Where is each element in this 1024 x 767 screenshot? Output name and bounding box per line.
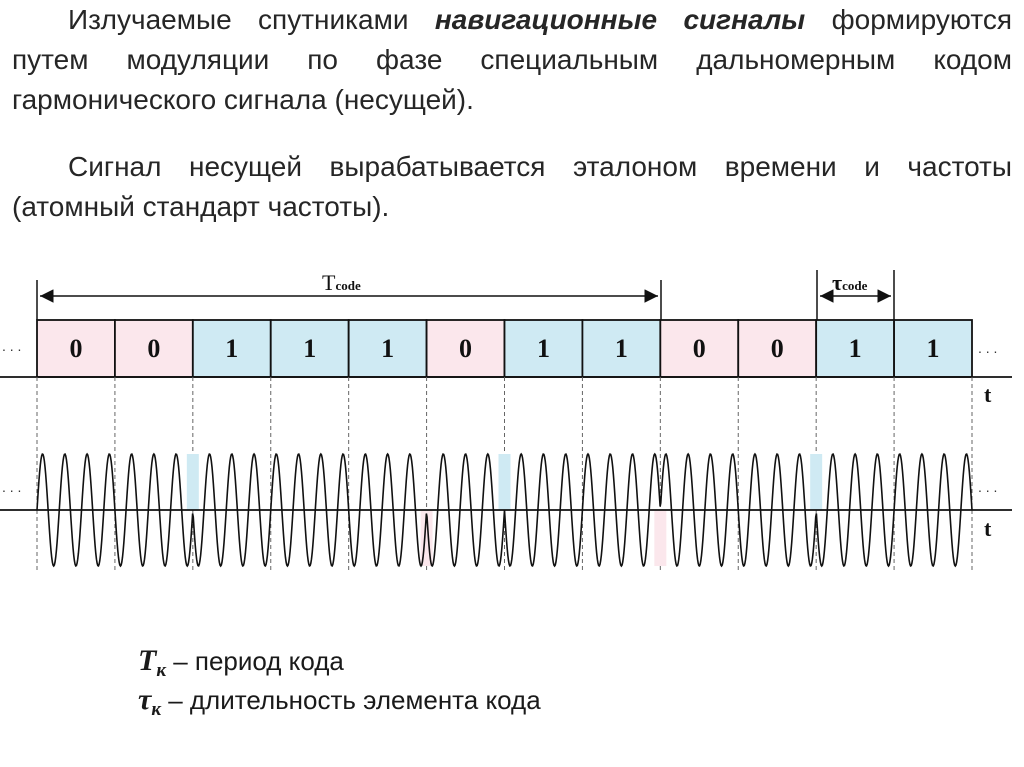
code-period-label-sub: code — [335, 278, 361, 293]
legend-symbol-sub: к — [156, 660, 166, 681]
code-period-label — [322, 270, 361, 295]
para2-text: Сигнал несущей вырабатывается эталоном времени и частоты (атомный стандарт частоты). — [12, 151, 1012, 222]
chip-bit-label: 0 — [459, 334, 473, 363]
chip-bit-label: 0 — [692, 334, 706, 363]
para1-text-before: Излучаемые спутниками — [68, 4, 435, 35]
chip-bit-label: 1 — [303, 334, 317, 363]
chip-bit-label: 1 — [381, 334, 395, 363]
chip-duration-label-sub: code — [842, 278, 868, 293]
phase-flip-highlight — [499, 454, 511, 510]
chip-bit-label: 0 — [69, 334, 83, 363]
chip-bit-label: 1 — [536, 334, 550, 363]
phase-flip-highlight — [810, 454, 822, 510]
chip-bit-label: 0 — [147, 334, 161, 363]
code-bar — [37, 320, 972, 377]
chip-bit-label: 0 — [770, 334, 784, 363]
code-left-ellipsis: . . . — [2, 338, 22, 354]
signal-right-ellipsis: . . . — [978, 479, 998, 495]
para1-text-after: формируются путем модуляции по фазе специальным дальномерным кодом гармонического сигнала (несущей). — [12, 4, 1012, 115]
legend-symbol-sub: к — [151, 699, 161, 720]
chip-duration-label — [832, 270, 868, 295]
legend-code-period — [138, 644, 344, 682]
code-right-ellipsis: . . . — [978, 340, 998, 356]
chip-duration-label-main: τ — [832, 270, 843, 295]
legend-text: – период кода — [165, 646, 344, 676]
legend-symbol-tau: τ — [138, 683, 152, 716]
legend-chip-duration — [138, 683, 541, 721]
signal-axis-label: t — [984, 516, 992, 541]
para1-emphasis: навигационные сигналы — [434, 4, 806, 35]
code-axis-label: t — [984, 382, 992, 407]
chip-bit-label: 1 — [848, 334, 862, 363]
signal-left-ellipsis: . . . — [2, 479, 22, 495]
phase-flip-highlight — [187, 454, 199, 510]
chip-bit-label: 1 — [614, 334, 628, 363]
code-period-label-main: T — [322, 270, 336, 295]
phase-flip-highlight — [654, 510, 666, 566]
chip-bit-label: 1 — [225, 334, 239, 363]
legend-symbol-T: T — [138, 644, 157, 677]
chip-bit-label: 1 — [926, 334, 940, 363]
legend-text: – длительность элемента кода — [160, 685, 541, 715]
